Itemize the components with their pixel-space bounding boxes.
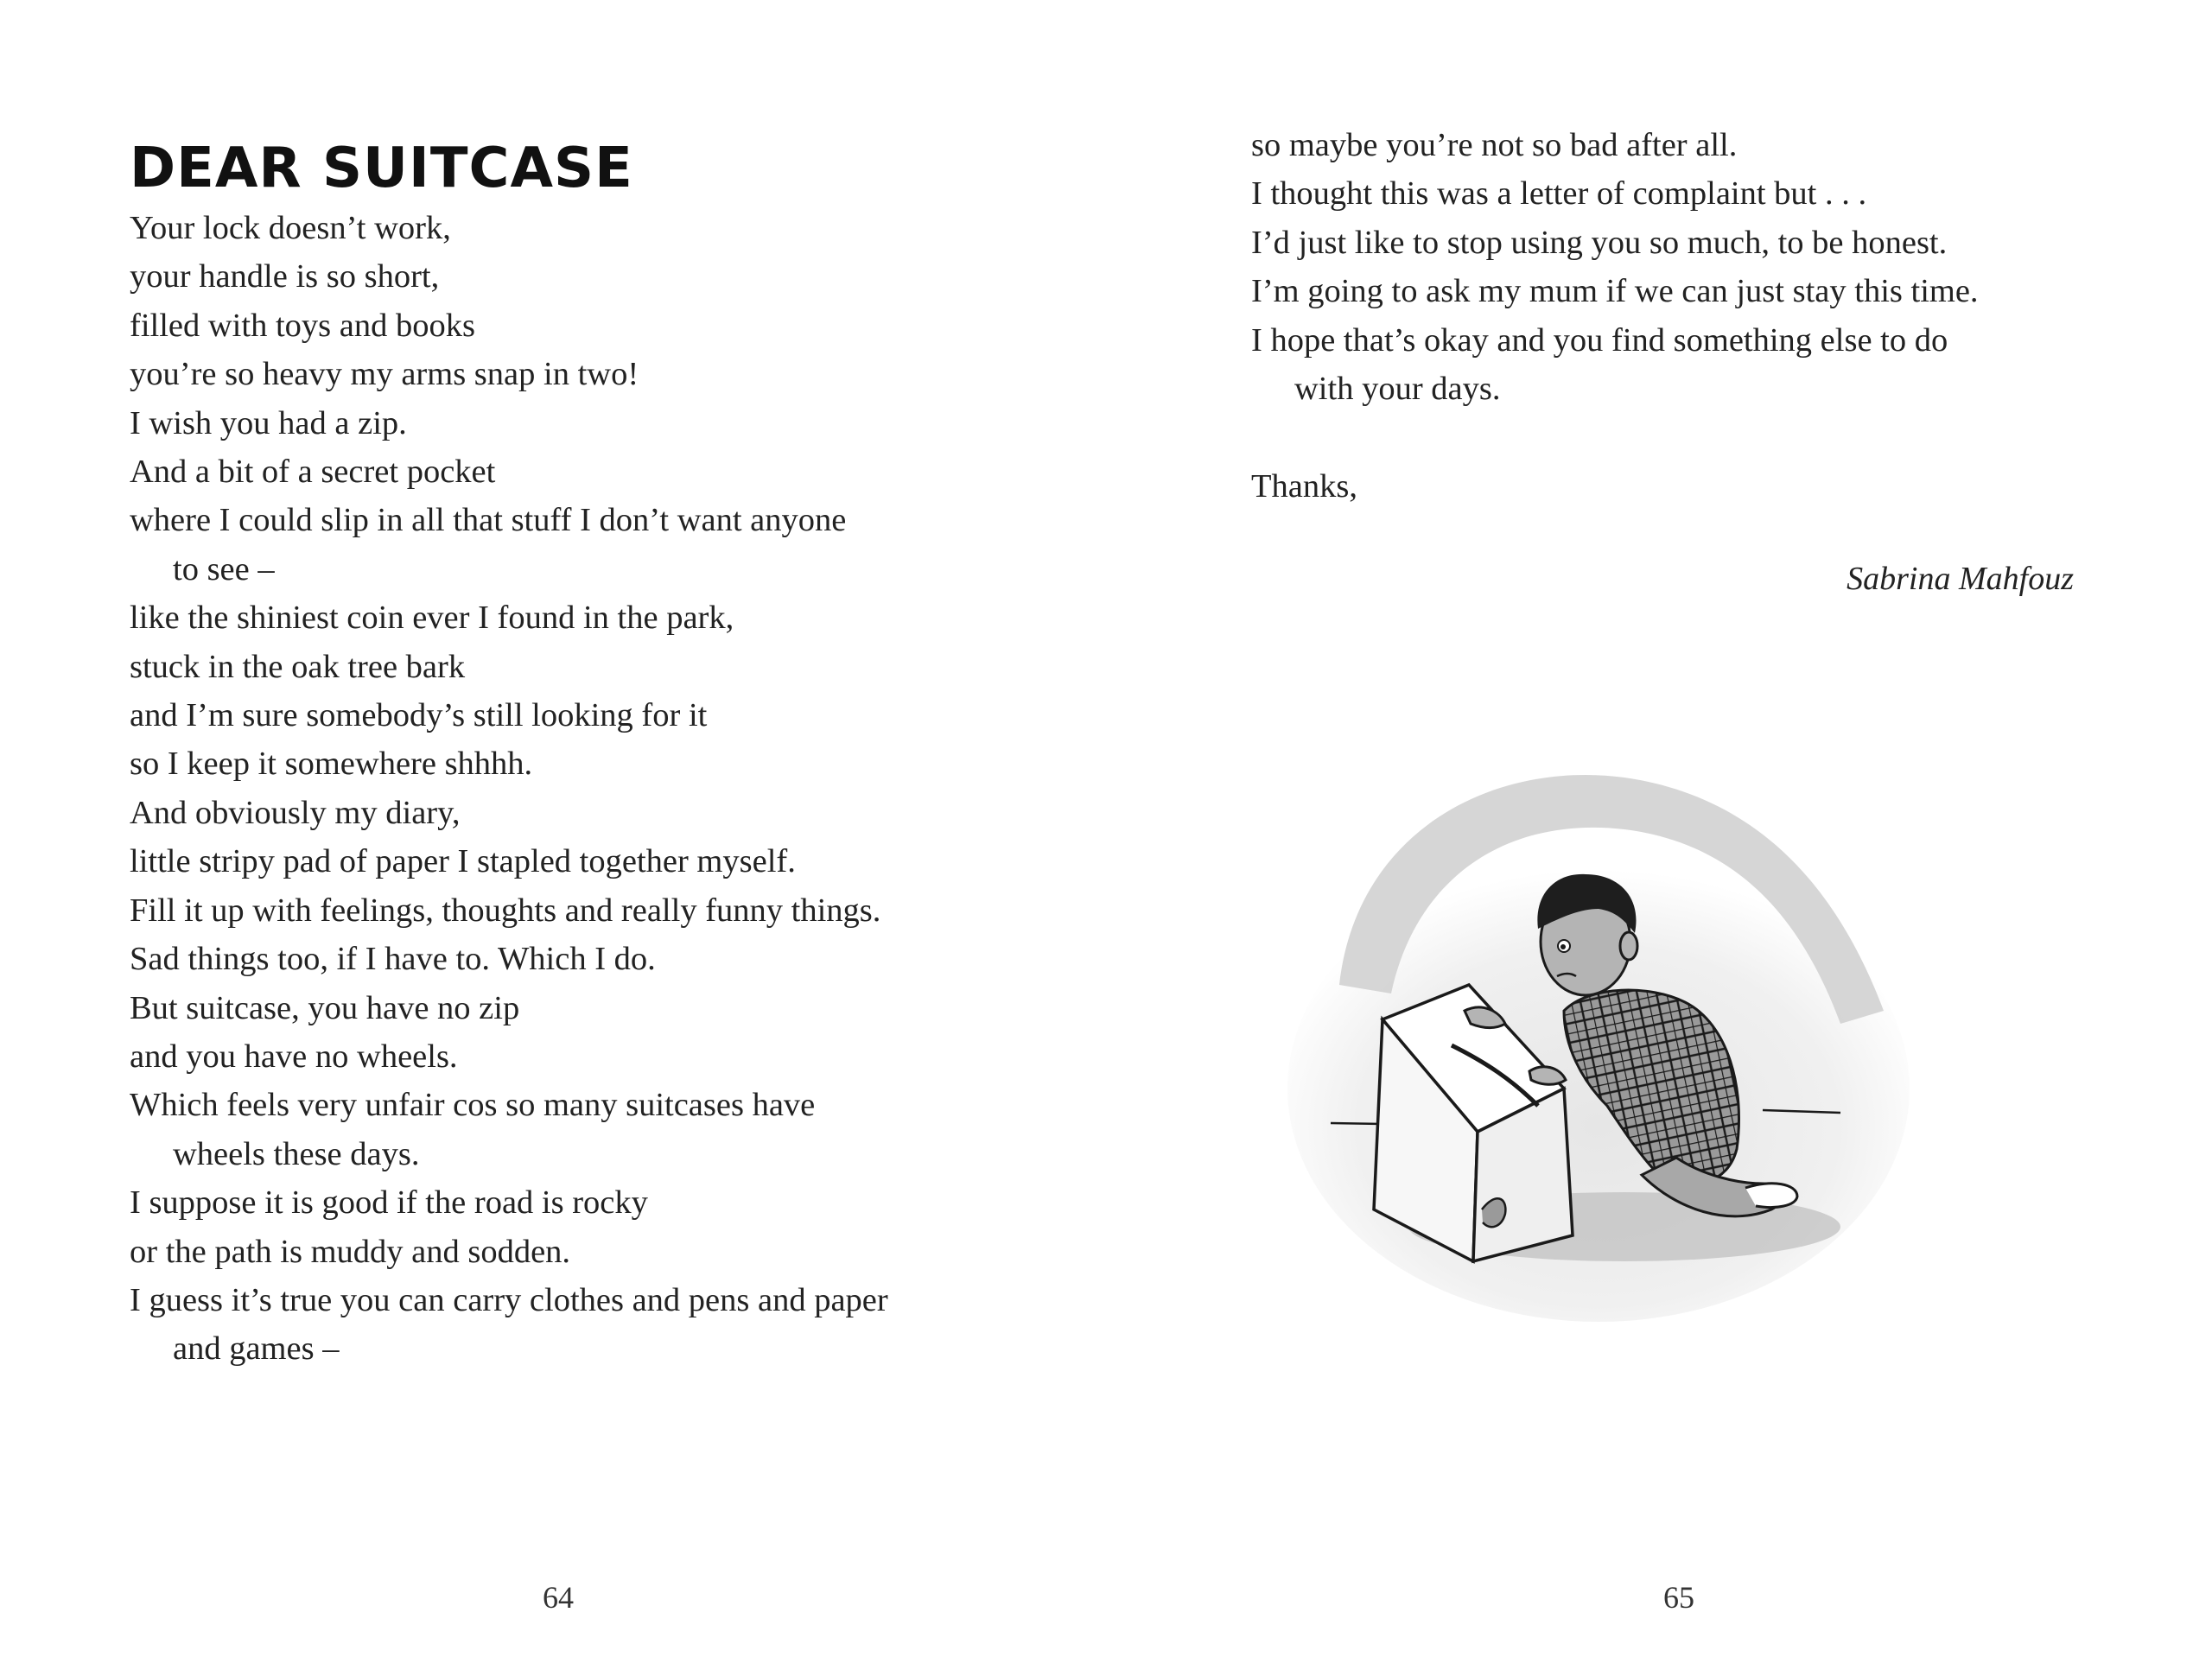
poem-stanza-right (1251, 121, 2115, 511)
poem-line: I’d just like to stop using you so much, to be honest. (1251, 224, 1948, 261)
poem-line-continuation: to see – (173, 550, 275, 587)
poem-line: I suppose it is good if the road is rocky (130, 1184, 648, 1222)
poem-sign-off: Thanks, (1251, 467, 1357, 505)
poem-line-continuation: and games – (173, 1330, 340, 1368)
poem-stanza-left (130, 204, 1046, 1374)
poem-line: like the shiniest coin ever I found in the park, (130, 600, 734, 637)
poem-line: filled with toys and books (130, 307, 475, 344)
boy-pupil (1560, 944, 1566, 949)
poem-line: And a bit of a secret pocket (130, 454, 496, 491)
poem-line: so I keep it somewhere shhhh. (130, 746, 533, 783)
poem-line: where I could slip in all that stuff I don’t want anyone (130, 502, 847, 539)
poem-line: and I’m sure somebody’s still looking for it (130, 697, 708, 734)
poem-line-continuation: wheels these days. (173, 1135, 420, 1172)
stanza-break (1251, 413, 2115, 461)
poem-line: Your lock doesn’t work, (130, 210, 451, 246)
boy-ear (1620, 932, 1637, 960)
page-number-left: 64 (543, 1580, 574, 1615)
poem-line: so maybe you’re not so bad after all. (1251, 127, 1738, 163)
poem-line: Fill it up with feelings, thoughts and really funny things. (130, 892, 881, 929)
poem-line: I wish you had a zip. (130, 404, 407, 441)
poem-line: Which feels very unfair cos so many suitcases have (130, 1087, 816, 1124)
poem-line-continuation: with your days. (1294, 371, 1501, 408)
poem-line: I hope that’s okay and you find something else to do (1251, 321, 1948, 359)
poem-line: I’m going to ask my mum if we can just stay this time. (1251, 273, 1979, 310)
poem-line: stuck in the oak tree bark (130, 648, 466, 685)
page-number-right: 65 (1663, 1580, 1694, 1615)
poem-line: you’re so heavy my arms snap in two! (130, 356, 639, 393)
poem-line: And obviously my diary, (130, 794, 461, 831)
poem-line: little stripy pad of paper I stapled together myself. (130, 843, 796, 880)
poem-line: But suitcase, you have no zip (130, 989, 520, 1026)
boy-packing-suitcase-illustration (1279, 726, 1918, 1322)
poem-author: Sabrina Mahfouz (1847, 561, 2074, 597)
poem-line: I guess it’s true you can carry clothes and pens and paper (130, 1281, 888, 1318)
poem-line: and you have no wheels. (130, 1038, 458, 1075)
poem-line: I thought this was a letter of complaint but . . . (1251, 175, 1867, 213)
poem-line: or the path is muddy and sodden. (130, 1233, 571, 1270)
poem-title: DEAR SUITCASE (130, 136, 633, 200)
poem-line: your handle is so short, (130, 258, 440, 295)
poem-line: Sad things too, if I have to. Which I do. (130, 941, 656, 978)
